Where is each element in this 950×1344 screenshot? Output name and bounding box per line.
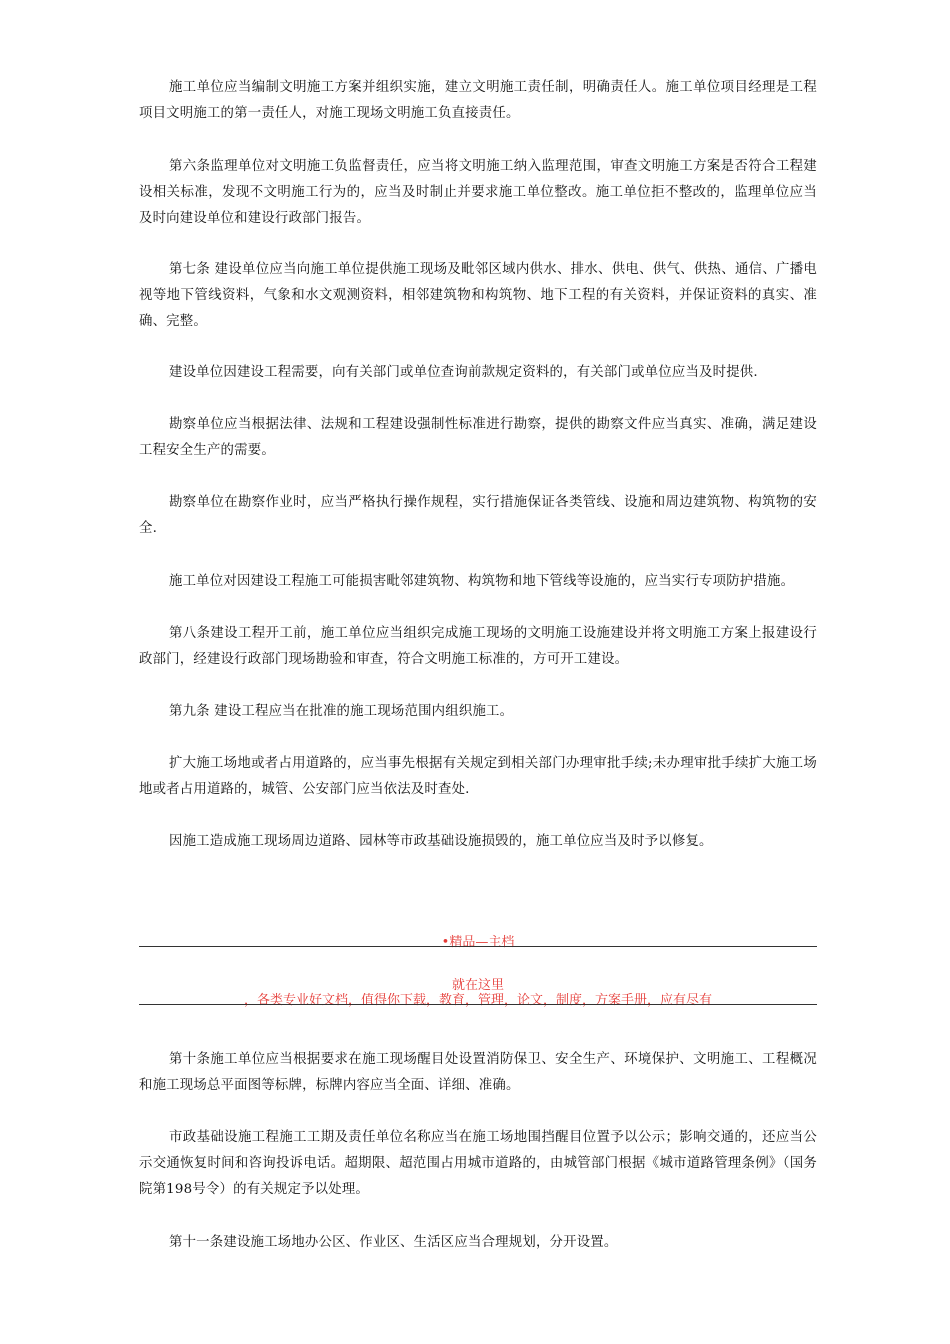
paragraph-repair: 因施工造成施工现场周边道路、园林等市政基础设施损毁的，施工单位应当及时予以修复。 <box>169 834 713 849</box>
paragraph-article-8: 第八条建设工程开工前，施工单位应当组织完成施工现场的文明施工设施建设并将文明施工方案上报建设行政部门，经建设行政部门现场勘验和审查，符合文明施工标准的，方可开工建设。 <box>139 626 817 667</box>
paragraph-article-11: 第十一条建设施工场地办公区、作业区、生活区应当合理规划，分开设置。 <box>169 1235 618 1250</box>
paragraph-public-notice: 市政基础设施工程施工工期及责任单位名称应当在施工场地围挡醒目位置予以公示；影响交通的，还应当公示交通恢复时间和咨询投诉电话。超期限、超范围占用城市道路的，由城管部门根据《城市道路管理条例》（国务院第198号令）的有关规定予以处理。 <box>139 1130 817 1197</box>
paragraph-article-6: 第六条监理单位对文明施工负监督责任，应当将文明施工纳入监理范围，审查文明施工方案是否符合工程建设相关标准，发现不文明施工行为的，应当及时制止并要求施工单位整改。施工单位拒不整改的，监理单位应当及时向建设单位和建设行政部门报告。 <box>139 159 817 226</box>
banner-top-rule <box>139 946 817 947</box>
paragraph-survey-unit: 勘察单位应当根据法律、法规和工程建设强制性标准进行勘察，提供的勘察文件应当真实、准确，满足建设工程安全生产的需要。 <box>139 417 817 458</box>
paragraph-article-7: 第七条 建设单位应当向施工单位提供施工现场及毗邻区域内供水、排水、供电、供气、供热、通信、广播电视等地下管线资料，气象和水文观测资料，相邻建筑物和构筑物、地下工程的有关资料，并保证资料的真实、准确、完整。 <box>139 262 817 329</box>
paragraph-survey-operation: 勘察单位在勘察作业时，应当严格执行操作规程，实行措施保证各类管线、设施和周边建筑物、构筑物的安全. <box>139 495 817 536</box>
paragraph-data-query: 建设单位因建设工程需要，向有关部门或单位查询前款规定资料的，有关部门或单位应当及时提供. <box>169 365 758 380</box>
ad-banner-subtitle: 就在这里 <box>451 978 504 993</box>
paragraph-civilized-construction-plan: 施工单位应当编制文明施工方案并组织实施，建立文明施工责任制，明确责任人。施工单位项目经理是工程项目文明施工的第一责任人，对施工现场文明施工负直接责任。 <box>139 80 817 121</box>
paragraph-protection-measures: 施工单位对因建设工程施工可能损害毗邻建筑物、构筑物和地下管线等设施的，应当实行专项防护措施。 <box>169 574 795 589</box>
paragraph-site-expansion: 扩大施工场地或者占用道路的，应当事先根据有关规定到相关部门办理审批手续;未办理审批手续扩大施工场地或者占用道路的，城管、公安部门应当依法及时查处. <box>139 756 817 797</box>
paragraph-article-9: 第九条 建设工程应当在批准的施工现场范围内组织施工。 <box>169 704 514 719</box>
ad-banner-description: ，各类专业好文档，值得你下载，教育，管理，论文，制度，方案手册，应有尽有 <box>243 993 712 1008</box>
ad-banner-title: •精品—主档 <box>441 935 515 950</box>
paragraph-article-10: 第十条施工单位应当根据要求在施工现场醒目处设置消防保卫、安全生产、环境保护、文明施工、工程概况和施工现场总平面图等标牌，标牌内容应当全面、详细、准确。 <box>139 1052 817 1093</box>
banner-bottom-rule <box>139 1004 817 1005</box>
